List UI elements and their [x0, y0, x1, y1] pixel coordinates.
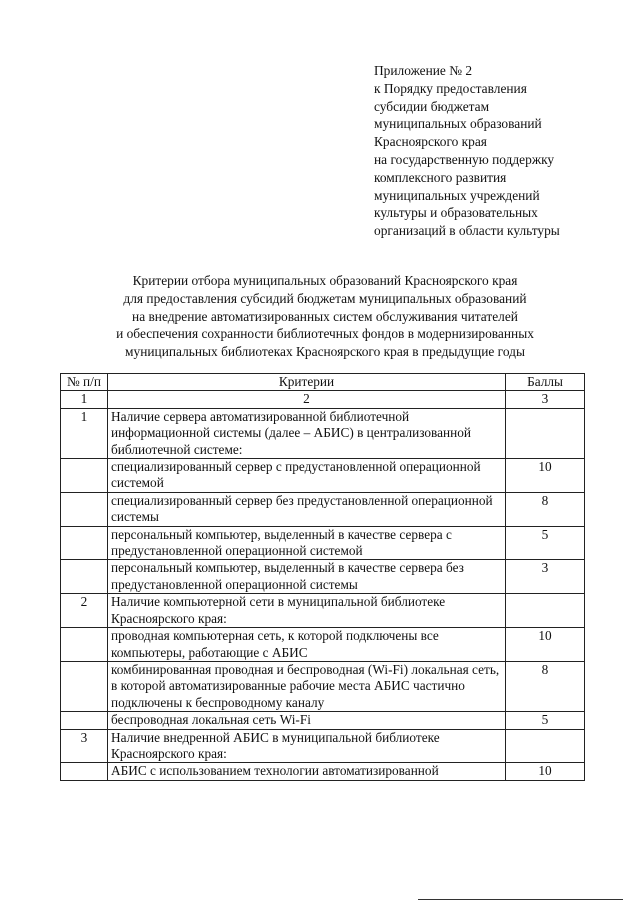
- num-cell: [61, 628, 108, 662]
- title-line: на внедрение автоматизированных систем обслуживания читателей: [132, 308, 518, 324]
- index-num: 1: [61, 391, 108, 408]
- points-cell: 10: [506, 763, 585, 780]
- criteria-item: специализированный сервер с предустановленной операционной системой: [108, 459, 506, 493]
- points-cell: 8: [506, 661, 585, 711]
- appendix-block: [374, 62, 624, 240]
- num-cell: [61, 526, 108, 560]
- criteria-table: [60, 373, 585, 781]
- header-num: № п/п: [61, 374, 108, 391]
- table-index-row: [61, 391, 585, 408]
- appendix-line: культуры и образовательных: [374, 205, 538, 221]
- table-row: [61, 661, 585, 711]
- points-cell: 10: [506, 628, 585, 662]
- num-cell: [61, 492, 108, 526]
- title-line: Критерии отбора муниципальных образований Красноярского края: [132, 273, 518, 288]
- points-cell: 5: [506, 712, 585, 729]
- index-points: 3: [506, 391, 585, 408]
- criteria-item: беспроводная локальная сеть Wi-Fi: [108, 712, 506, 729]
- title-line: муниципальных библиотеках Красноярского края в предыдущие годы: [125, 344, 525, 360]
- title-line: для предоставления субсидий бюджетам муниципальных образований: [123, 290, 527, 306]
- table-row: [61, 526, 585, 560]
- table-row: [61, 459, 585, 493]
- points-cell: [506, 594, 585, 628]
- bottom-divider: [418, 899, 623, 900]
- criteria-item: проводная компьютерная сеть, к которой подключены все компьютеры, работающие с АБИС: [108, 628, 506, 662]
- appendix-line: муниципальных образований: [374, 116, 542, 132]
- points-cell: 8: [506, 492, 585, 526]
- title-line: и обеспечения сохранности библиотечных фондов в модернизированных: [116, 326, 534, 342]
- table-row: [61, 712, 585, 729]
- appendix-line: организаций в области культуры: [374, 223, 560, 239]
- document-title: [60, 272, 590, 361]
- section-heading: Наличие внедренной АБИС в муниципальной библиотеке Красноярского края:: [108, 729, 506, 763]
- table-row: [61, 729, 585, 763]
- index-criteria: 2: [108, 391, 506, 408]
- appendix-line: Красноярского края: [374, 134, 487, 150]
- table-header-row: [61, 374, 585, 391]
- section-heading: Наличие компьютерной сети в муниципальной библиотеке Красноярского края:: [108, 594, 506, 628]
- appendix-line: комплексного развития: [374, 169, 507, 185]
- appendix-line: субсидии бюджетам: [374, 98, 490, 114]
- points-cell: 5: [506, 526, 585, 560]
- appendix-line: на государственную поддержку: [374, 151, 555, 167]
- points-cell: [506, 408, 585, 458]
- table-row: [61, 492, 585, 526]
- header-points: Баллы: [506, 374, 585, 391]
- criteria-item: АБИС с использованием технологии автоматизированной: [108, 763, 506, 780]
- table-row: [61, 763, 585, 780]
- table-row: [61, 628, 585, 662]
- section-heading: Наличие сервера автоматизированной библиотечной информационной системы (далее – АБИС) в централизованной библиотечной системе:: [108, 408, 506, 458]
- criteria-item: специализированный сервер без предустановленной операционной системы: [108, 492, 506, 526]
- criteria-item: персональный компьютер, выделенный в качестве сервера без предустановленной операционной системы: [108, 560, 506, 594]
- num-cell: [61, 560, 108, 594]
- table-row: [61, 594, 585, 628]
- section-num: 1: [61, 408, 108, 458]
- table-row: [61, 560, 585, 594]
- section-num: 3: [61, 729, 108, 763]
- table-row: [61, 408, 585, 458]
- points-cell: 3: [506, 560, 585, 594]
- num-cell: [61, 712, 108, 729]
- header-criteria: Критерии: [108, 374, 506, 391]
- appendix-line: к Порядку предоставления: [374, 80, 527, 96]
- appendix-line: Приложение № 2: [374, 63, 473, 78]
- points-cell: 10: [506, 459, 585, 493]
- section-num: 2: [61, 594, 108, 628]
- criteria-item: персональный компьютер, выделенный в качестве сервера с предустановленной операционной системой: [108, 526, 506, 560]
- appendix-line: муниципальных учреждений: [374, 187, 540, 203]
- points-cell: [506, 729, 585, 763]
- num-cell: [61, 661, 108, 711]
- criteria-item: комбинированная проводная и беспроводная (Wi-Fi) локальная сеть, в которой автоматизированные рабочие места АБИС частично подключены к беспроводному каналу: [108, 661, 506, 711]
- num-cell: [61, 459, 108, 493]
- num-cell: [61, 763, 108, 780]
